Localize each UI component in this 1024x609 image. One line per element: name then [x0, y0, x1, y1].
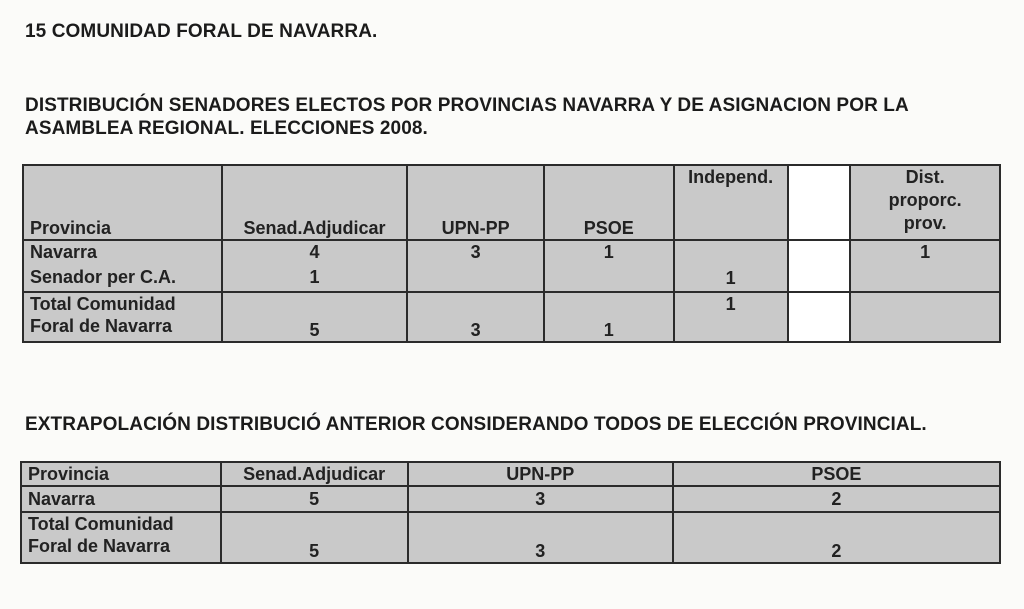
header-provincia: Provincia — [23, 165, 222, 240]
navarra-dist-value: 1 — [850, 240, 1000, 292]
navarra-psoe-value: 2 — [673, 486, 1000, 512]
header-senad-adjudicar: Senad.Adjudicar — [221, 462, 408, 486]
total-label-cell — [21, 512, 221, 563]
total-label-line2: Foral de Navarra — [30, 316, 173, 336]
header-dist-line3: prov. — [903, 213, 947, 233]
header-dist-line1: Dist. — [905, 167, 945, 187]
header-senad-adjudicar: Senad.Adjudicar — [222, 165, 408, 240]
row-label-navarra: Navarra — [30, 242, 98, 262]
senators-distribution-table — [22, 164, 1001, 343]
header-upn-pp: UPN-PP — [407, 165, 544, 240]
section-title: 15 COMUNIDAD FORAL DE NAVARRA. — [25, 21, 378, 42]
total-psoe-value: 2 — [673, 512, 1000, 563]
total-psoe-value: 1 — [544, 292, 674, 342]
header-psoe: PSOE — [673, 462, 1000, 486]
table1-title: DISTRIBUCIÓN SENADORES ELECTOS POR PROVINCIAS NAVARRA Y DE ASIGNACION POR LA ASAMBLEA REGIONAL. ELECCIONES 2008. — [25, 95, 909, 139]
table-row — [23, 292, 1000, 342]
extrapolation-table — [20, 461, 1001, 564]
total-label-line1: Total Comunidad — [28, 514, 174, 534]
row-label-senador: Senador per C.A. — [30, 267, 177, 287]
row-label-cell — [23, 240, 222, 292]
header-dist-line2: proporc. — [888, 190, 962, 210]
empty-cell — [850, 292, 1000, 342]
total-independ-value: 1 — [674, 292, 788, 342]
table2-title: EXTRAPOLACIÓN DISTRIBUCIÓ ANTERIOR CONSIDERANDO TODOS DE ELECCIÓN PROVINCIAL. — [25, 414, 927, 435]
header-row — [23, 165, 1000, 240]
header-dist-proporc-prov — [850, 165, 1000, 240]
header-row — [21, 462, 1000, 486]
total-label-cell — [23, 292, 222, 342]
header-upn-pp: UPN-PP — [408, 462, 673, 486]
navarra-upn-value: 3 — [407, 240, 544, 292]
total-label-line1: Total Comunidad — [30, 294, 176, 314]
blank-cell — [788, 240, 851, 292]
navarra-senad-value: 5 — [221, 486, 408, 512]
navarra-psoe-value: 1 — [544, 240, 674, 292]
row-label-navarra: Navarra — [21, 486, 221, 512]
header-psoe: PSOE — [544, 165, 674, 240]
table-row — [23, 240, 1000, 292]
total-upn-value: 3 — [408, 512, 673, 563]
navarra-senad-value: 4 — [309, 242, 320, 262]
blank-cell — [788, 292, 851, 342]
header-independ: Independ. — [674, 165, 788, 240]
header-blank-cell — [788, 165, 851, 240]
total-senad-value: 5 — [221, 512, 408, 563]
total-label-line2: Foral de Navarra — [28, 536, 171, 556]
senador-independ-value: 1 — [674, 240, 788, 292]
total-upn-value: 3 — [407, 292, 544, 342]
table-row — [21, 512, 1000, 563]
table-row — [21, 486, 1000, 512]
navarra-upn-value: 3 — [408, 486, 673, 512]
senador-senad-value: 1 — [309, 267, 320, 287]
header-provincia: Provincia — [21, 462, 221, 486]
senad-values-cell — [222, 240, 408, 292]
total-senad-value: 5 — [222, 292, 408, 342]
